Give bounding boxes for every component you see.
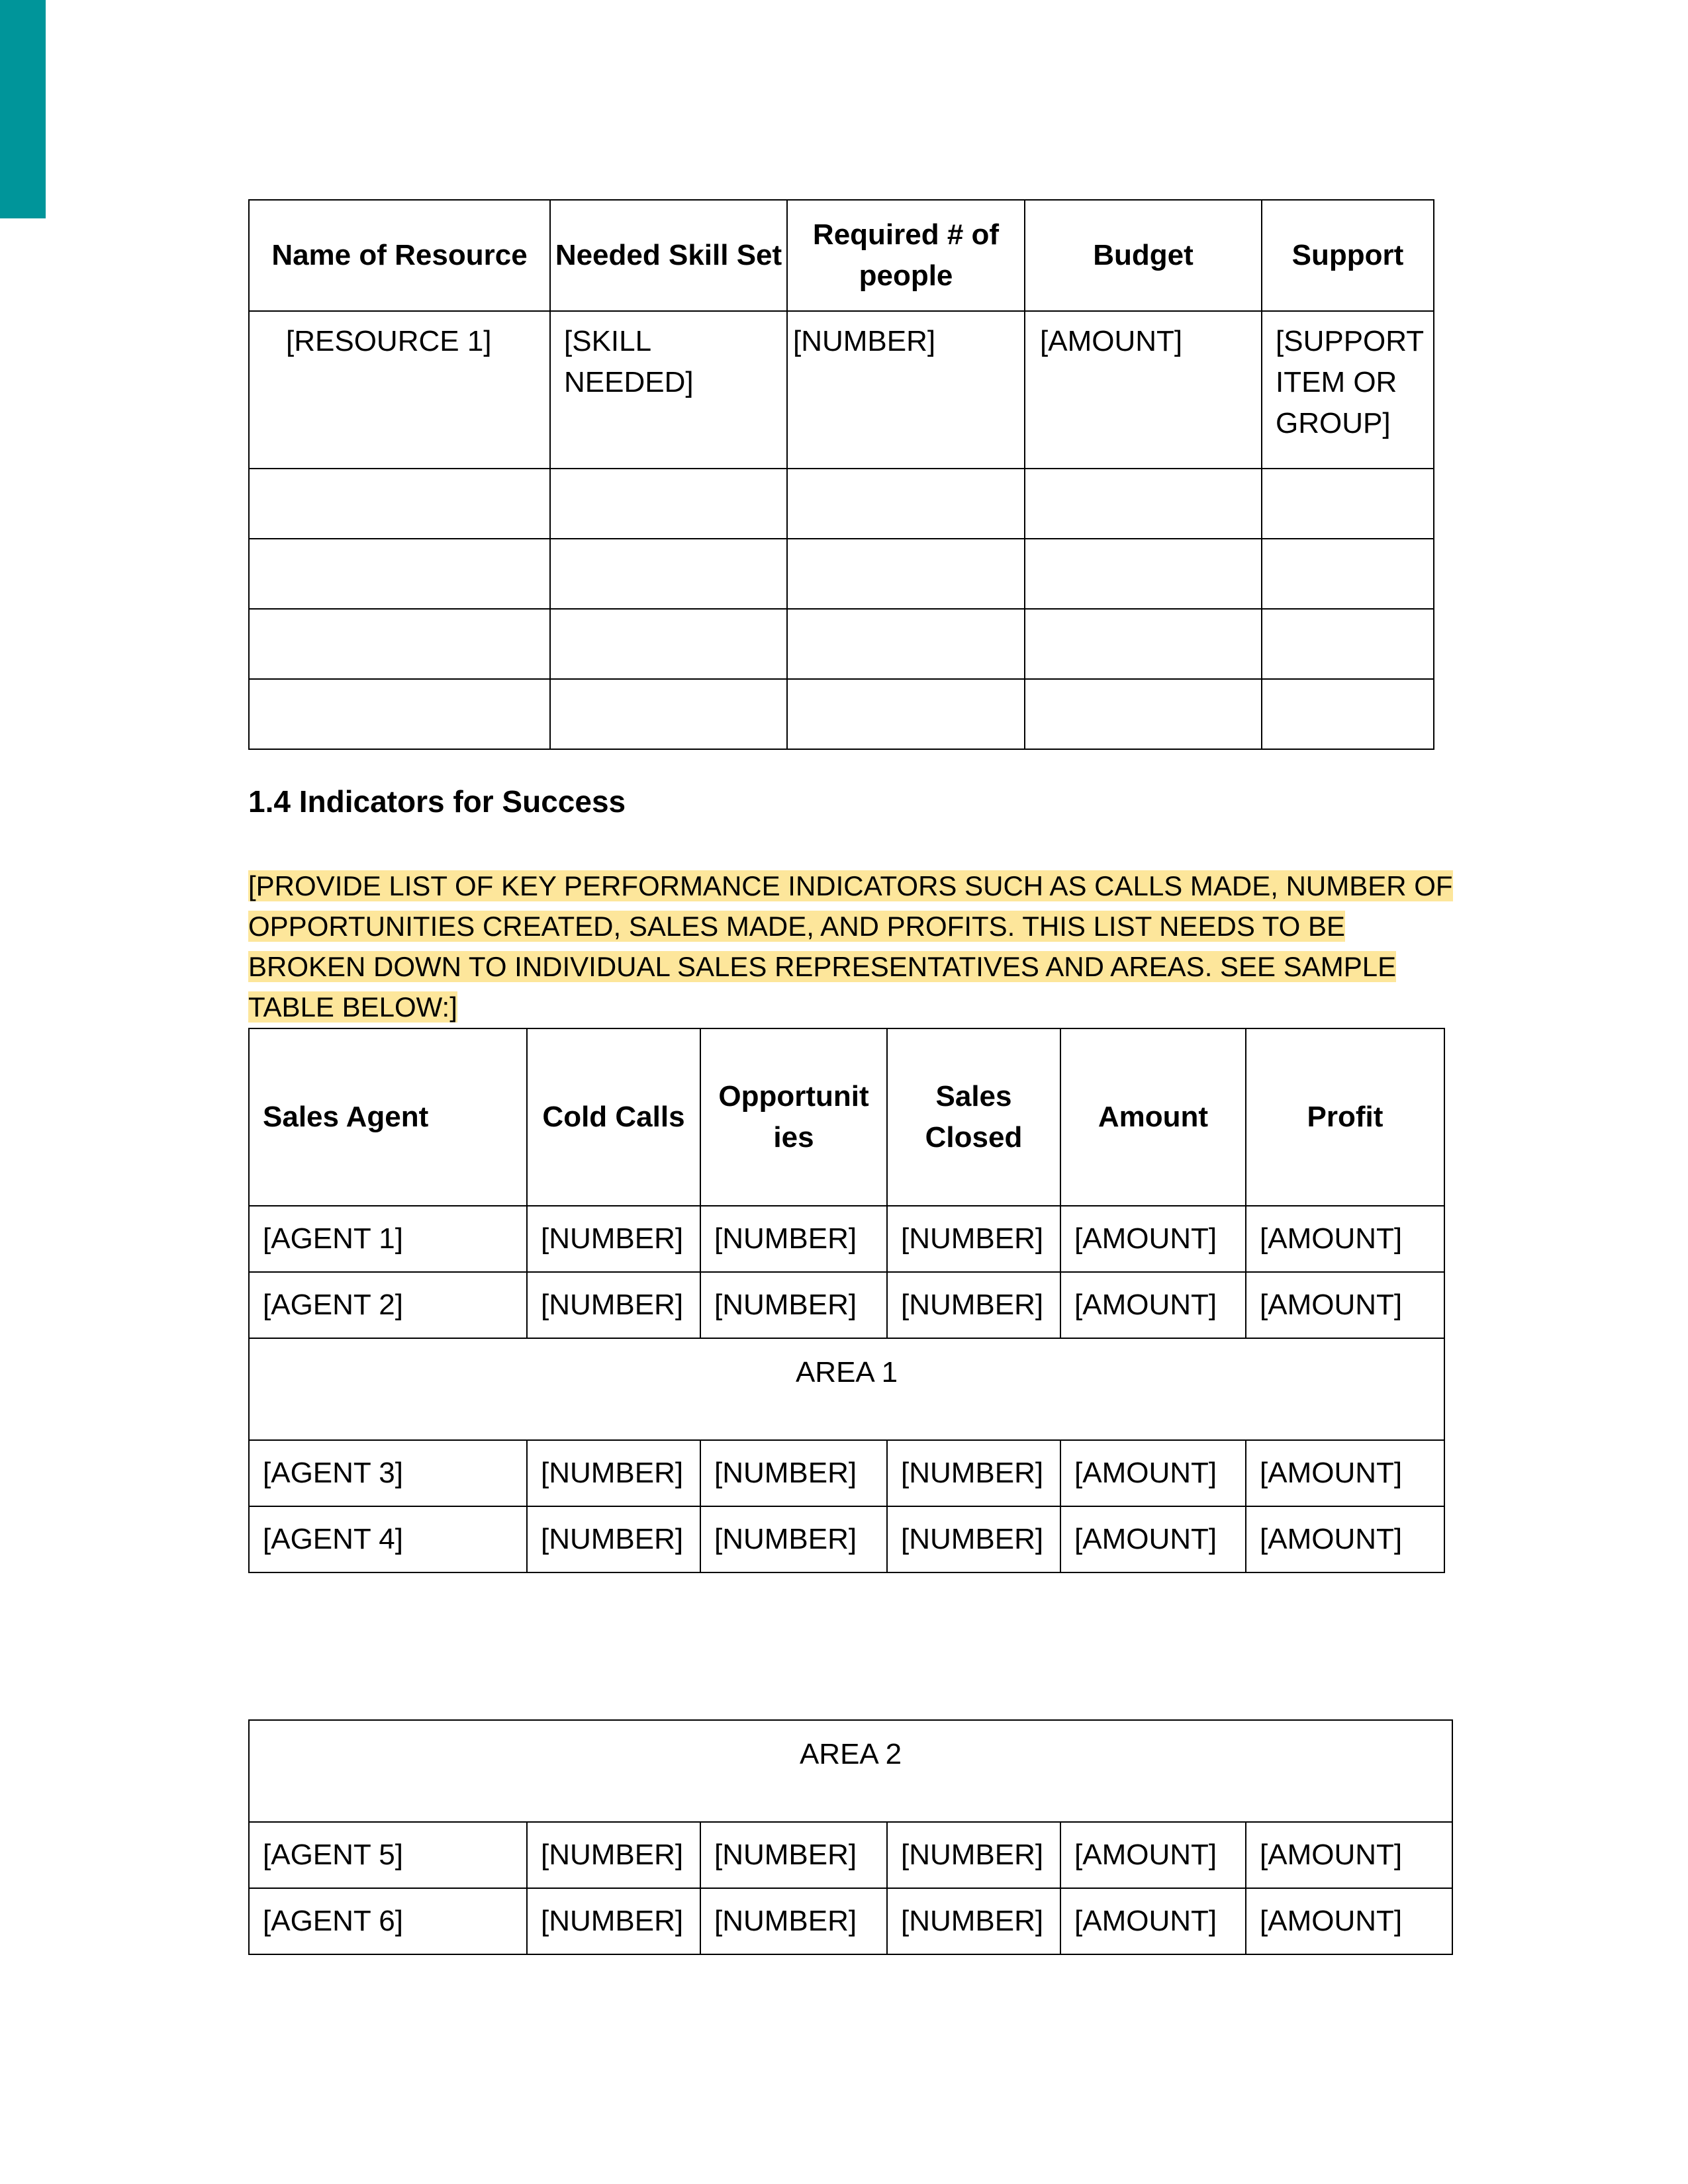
empty-cell[interactable] <box>1262 469 1434 539</box>
cell-amount[interactable]: [AMOUNT] <box>1060 1272 1246 1338</box>
header-needed-skill-set: Needed Skill Set <box>550 200 787 311</box>
empty-cell[interactable] <box>1262 679 1434 749</box>
table-row <box>249 1888 1452 1954</box>
resource-header-row <box>249 200 1434 311</box>
empty-cell[interactable] <box>1025 679 1262 749</box>
cell-amount[interactable]: [AMOUNT] <box>1025 311 1262 469</box>
cell-opportunities[interactable]: [NUMBER] <box>700 1888 887 1954</box>
header-support: Support <box>1262 200 1434 311</box>
empty-cell[interactable] <box>787 539 1025 609</box>
cell-agent[interactable]: [AGENT 3] <box>249 1440 527 1506</box>
resource-table <box>248 199 1434 750</box>
cell-sales-closed[interactable]: [NUMBER] <box>887 1888 1060 1954</box>
empty-cell[interactable] <box>1262 539 1434 609</box>
area-row <box>249 1720 1452 1822</box>
table-row <box>249 539 1434 609</box>
empty-cell[interactable] <box>550 469 787 539</box>
instruction-text <box>248 866 1466 1027</box>
cell-sales-closed[interactable]: [NUMBER] <box>887 1272 1060 1338</box>
empty-cell[interactable] <box>787 609 1025 679</box>
header-profit: Profit <box>1246 1028 1444 1206</box>
accent-bar <box>0 0 46 218</box>
table-row <box>249 1206 1444 1272</box>
cell-cold-calls[interactable]: [NUMBER] <box>527 1272 700 1338</box>
cell-profit[interactable]: [AMOUNT] <box>1246 1440 1444 1506</box>
table-row <box>249 1272 1444 1338</box>
empty-cell[interactable] <box>550 679 787 749</box>
empty-cell[interactable] <box>1025 469 1262 539</box>
area-row <box>249 1338 1444 1440</box>
cell-profit[interactable]: [AMOUNT] <box>1246 1822 1452 1888</box>
cell-cold-calls[interactable]: [NUMBER] <box>527 1506 700 1572</box>
table-row <box>249 679 1434 749</box>
header-budget: Budget <box>1025 200 1262 311</box>
empty-cell[interactable] <box>249 469 550 539</box>
cell-opportunities[interactable]: [NUMBER] <box>700 1822 887 1888</box>
cell-sales-closed[interactable]: [NUMBER] <box>887 1206 1060 1272</box>
cell-profit[interactable]: [AMOUNT] <box>1246 1272 1444 1338</box>
table-row <box>249 1822 1452 1888</box>
header-sales-closed: Sales Closed <box>887 1028 1060 1206</box>
cell-agent[interactable]: [AGENT 6] <box>249 1888 527 1954</box>
empty-cell[interactable] <box>1025 609 1262 679</box>
header-sales-agent: Sales Agent <box>249 1028 527 1206</box>
section-heading: 1.4 Indicators for Success <box>248 784 626 819</box>
empty-cell[interactable] <box>249 679 550 749</box>
area-2-label: AREA 2 <box>249 1720 1452 1822</box>
cell-sales-closed[interactable]: [NUMBER] <box>887 1440 1060 1506</box>
cell-opportunities[interactable]: [NUMBER] <box>700 1206 887 1272</box>
cell-cold-calls[interactable]: [NUMBER] <box>527 1440 700 1506</box>
cell-amount[interactable]: [AMOUNT] <box>1060 1888 1246 1954</box>
table-row <box>249 469 1434 539</box>
cell-cold-calls[interactable]: [NUMBER] <box>527 1888 700 1954</box>
cell-cold-calls[interactable]: [NUMBER] <box>527 1206 700 1272</box>
header-amount: Amount <box>1060 1028 1246 1206</box>
cell-number[interactable]: [NUMBER] <box>787 311 1025 469</box>
cell-support[interactable]: [SUPPORT ITEM OR GROUP] <box>1262 311 1434 469</box>
empty-cell[interactable] <box>249 539 550 609</box>
cell-amount[interactable]: [AMOUNT] <box>1060 1506 1246 1572</box>
empty-cell[interactable] <box>249 609 550 679</box>
cell-resource[interactable]: [RESOURCE 1] <box>249 311 550 469</box>
cell-opportunities[interactable]: [NUMBER] <box>700 1272 887 1338</box>
cell-amount[interactable]: [AMOUNT] <box>1060 1206 1246 1272</box>
empty-cell[interactable] <box>787 469 1025 539</box>
cell-amount[interactable]: [AMOUNT] <box>1060 1440 1246 1506</box>
kpi-table-area-1 <box>248 1028 1445 1573</box>
header-name-of-resource: Name of Resource <box>249 200 550 311</box>
header-cold-calls: Cold Calls <box>527 1028 700 1206</box>
empty-cell[interactable] <box>1262 609 1434 679</box>
cell-cold-calls[interactable]: [NUMBER] <box>527 1822 700 1888</box>
empty-cell[interactable] <box>1025 539 1262 609</box>
kpi-header-row <box>249 1028 1444 1206</box>
cell-amount[interactable]: [AMOUNT] <box>1060 1822 1246 1888</box>
empty-cell[interactable] <box>787 679 1025 749</box>
cell-agent[interactable]: [AGENT 4] <box>249 1506 527 1572</box>
cell-agent[interactable]: [AGENT 2] <box>249 1272 527 1338</box>
kpi-table-area-2 <box>248 1719 1453 1955</box>
table-row <box>249 609 1434 679</box>
cell-agent[interactable]: [AGENT 1] <box>249 1206 527 1272</box>
header-required-people: Required # of people <box>787 200 1025 311</box>
header-opportunities: Opportunit ies <box>700 1028 887 1206</box>
cell-profit[interactable]: [AMOUNT] <box>1246 1888 1452 1954</box>
cell-opportunities[interactable]: [NUMBER] <box>700 1440 887 1506</box>
cell-sales-closed[interactable]: [NUMBER] <box>887 1506 1060 1572</box>
area-1-label: AREA 1 <box>249 1338 1444 1440</box>
cell-opportunities[interactable]: [NUMBER] <box>700 1506 887 1572</box>
empty-cell[interactable] <box>550 539 787 609</box>
cell-profit[interactable]: [AMOUNT] <box>1246 1506 1444 1572</box>
highlighted-placeholder: [PROVIDE LIST OF KEY PERFORMANCE INDICATORS SUCH AS CALLS MADE, NUMBER OF OPPORTUNITIES CREATED, SALES MADE, AND PROFITS. THIS LIST NEEDS TO BE BROKEN DOWN TO INDIVIDUAL SALES REPRESENTATIVES AND AREAS. SEE SAMPLE TABLE BELOW:] <box>248 870 1453 1023</box>
cell-sales-closed[interactable]: [NUMBER] <box>887 1822 1060 1888</box>
cell-skill[interactable]: [SKILL NEEDED] <box>550 311 787 469</box>
table-row <box>249 311 1434 469</box>
table-row <box>249 1440 1444 1506</box>
cell-profit[interactable]: [AMOUNT] <box>1246 1206 1444 1272</box>
cell-agent[interactable]: [AGENT 5] <box>249 1822 527 1888</box>
table-row <box>249 1506 1444 1572</box>
empty-cell[interactable] <box>550 609 787 679</box>
